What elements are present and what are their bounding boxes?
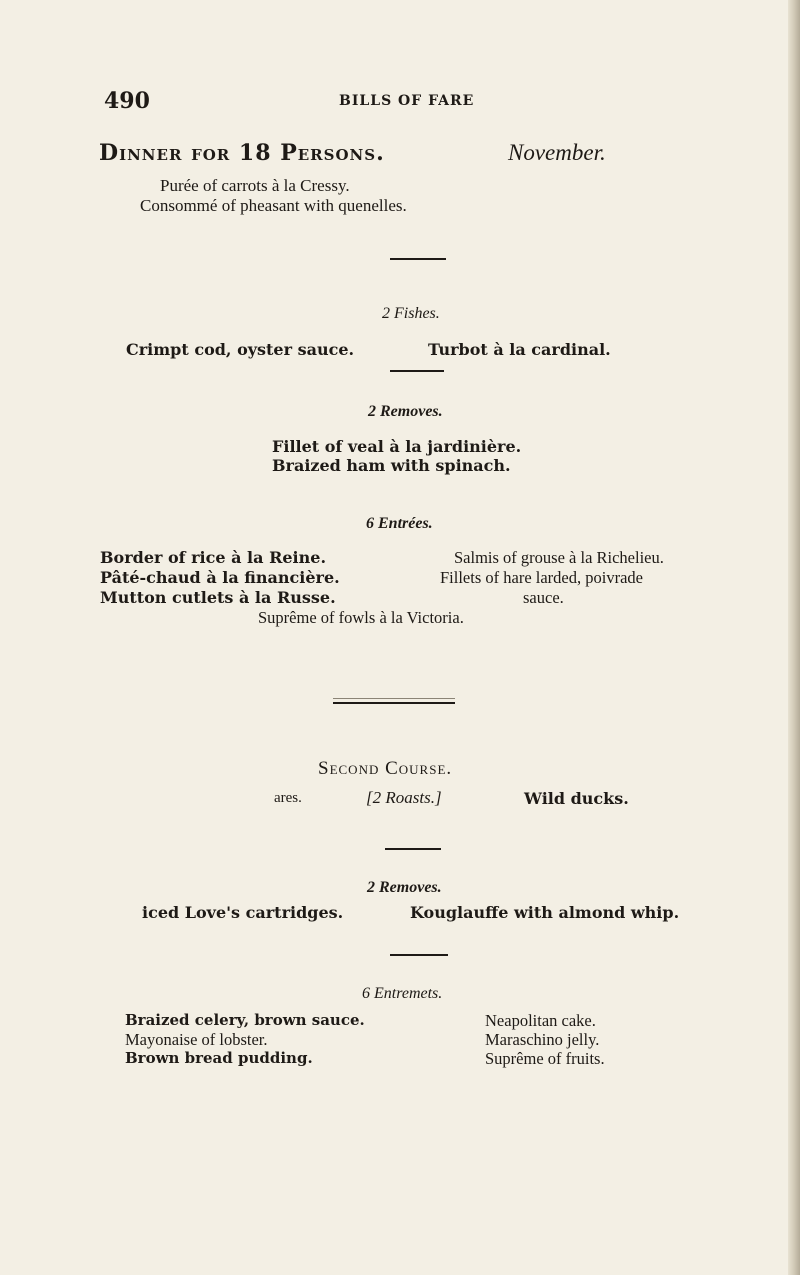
entrees-heading: 6 Entrées. — [366, 515, 433, 532]
remove-1: Fillet of veal à la jardinière. — [272, 437, 522, 456]
fish-right: Turbot à la cardinal. — [428, 340, 611, 359]
removes-heading: 2 Removes. — [368, 403, 443, 420]
running-title: BILLS OF FARE — [339, 93, 475, 109]
double-rule-top — [333, 698, 455, 699]
divider — [390, 370, 444, 372]
entree-right-3: sauce. — [523, 588, 564, 607]
entremet-right-2: Maraschino jelly. — [485, 1030, 600, 1049]
second-course-title: Second Course. — [318, 758, 453, 779]
entree-right-2: Fillets of hare larded, poivrade — [440, 568, 643, 587]
entremet-left-2: Mayonaise of lobster. — [125, 1030, 268, 1049]
entremet-right-1: Neapolitan cake. — [485, 1011, 596, 1030]
menu-month: November. — [508, 140, 606, 165]
entree-right-1: Salmis of grouse à la Richelieu. — [454, 548, 664, 567]
soup-2: Consommé of pheasant with quenelles. — [140, 196, 407, 215]
entree-left-1: Border of rice à la Reine. — [100, 548, 327, 567]
entree-left-3: Mutton cutlets à la Russe. — [100, 588, 336, 607]
roasts-left: ares. — [274, 790, 302, 806]
entremet-right-3: Suprême of fruits. — [485, 1049, 605, 1068]
removes2-left: iced Love's cartridges. — [142, 903, 344, 922]
fishes-heading: 2 Fishes. — [382, 305, 440, 322]
fish-left: Crimpt cod, oyster sauce. — [126, 340, 355, 359]
entree-center: Suprême of fowls à la Victoria. — [258, 608, 464, 627]
soup-1: Purée of carrots à la Cressy. — [160, 176, 350, 195]
divider — [390, 258, 446, 260]
removes2-heading: 2 Removes. — [367, 879, 442, 896]
removes2-right: Kouglauffe with almond whip. — [410, 903, 680, 922]
entree-left-2: Pâté-chaud à la financière. — [100, 568, 340, 587]
entremets-heading: 6 Entremets. — [362, 985, 443, 1002]
divider — [385, 848, 441, 850]
double-rule-bottom — [333, 702, 455, 704]
roasts-heading: [2 Roasts.] — [366, 788, 442, 807]
divider — [390, 954, 448, 956]
page-edge — [788, 0, 800, 1275]
entremet-left-1: Braized celery, brown sauce. — [125, 1011, 365, 1029]
menu-title: Dinner for 18 Persons. — [99, 140, 385, 166]
remove-2: Braized ham with spinach. — [272, 456, 511, 475]
entremet-left-3: Brown bread pudding. — [125, 1049, 313, 1067]
page-number: 490 — [104, 88, 150, 114]
roasts-right: Wild ducks. — [524, 789, 629, 808]
